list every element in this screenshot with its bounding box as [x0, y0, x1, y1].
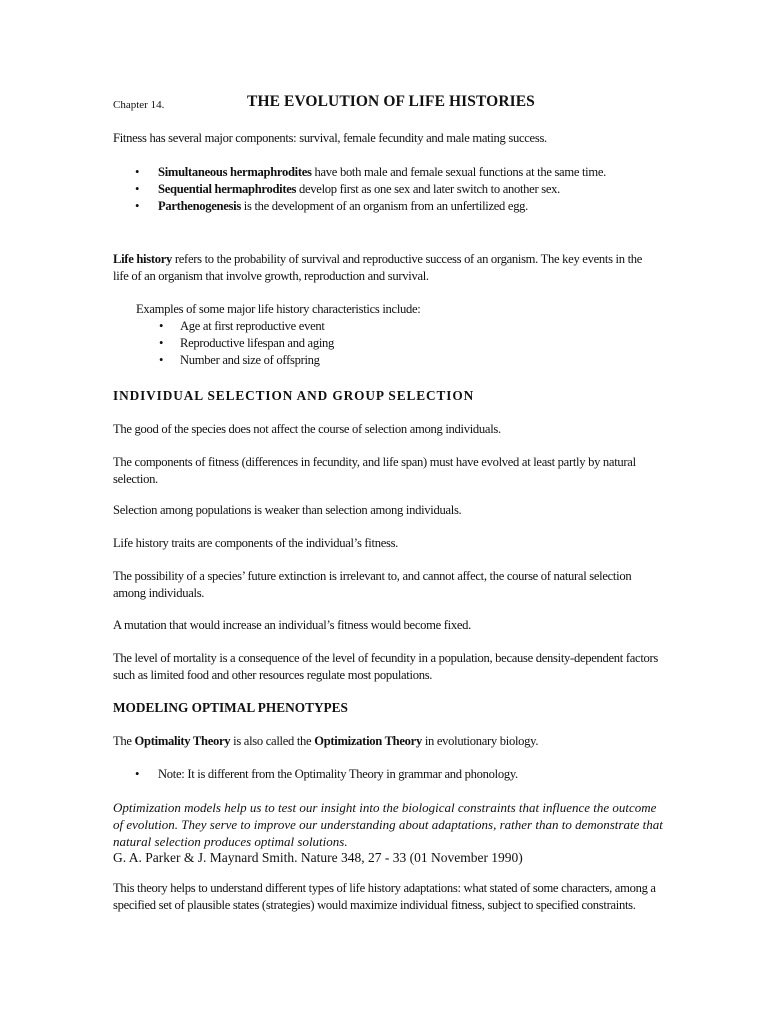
- section1-paragraph: Selection among populations is weaker than selection among individuals.: [113, 503, 462, 517]
- bullet-text: develop first as one sex and later switch to another sex.: [296, 182, 560, 196]
- bullet-icon: •: [135, 199, 140, 213]
- term-life-history: Life history: [113, 252, 173, 266]
- term-simultaneous-hermaphrodites: Simultaneous hermaphrodites: [158, 165, 312, 179]
- examples-list: [113, 318, 658, 369]
- example-item: • Age at first reproductive event: [159, 319, 325, 333]
- term-sequential-hermaphrodites: Sequential hermaphrodites: [158, 182, 297, 196]
- example-item: • Reproductive lifespan and aging: [159, 336, 335, 350]
- note-list: [113, 766, 658, 783]
- section-heading-optimal-phenotypes: MODELING OPTIMAL PHENOTYPES: [113, 700, 348, 715]
- section1-paragraph: A mutation that would increase an individual’s fitness would become fixed.: [113, 618, 471, 632]
- optimization-quote: Optimization models help us to test our insight into the biological constraints that influence the outcome of evolution. They serve to improve our understanding about adaptations, rather than to demonstrate that natural selection produces optimal solutions.: [113, 800, 663, 849]
- bullet-icon: •: [135, 767, 140, 781]
- section1-paragraph: The possibility of a species’ future extinction is irrelevant to, and cannot affect, the course of natural selection among individuals.: [113, 569, 632, 600]
- bullet-icon: •: [159, 319, 164, 333]
- document-title: THE EVOLUTION OF LIFE HISTORIES: [247, 93, 535, 110]
- bullet-text: is the development of an organism from an unfertilized egg.: [240, 199, 529, 213]
- section1-paragraph: Life history traits are components of the individual’s fitness.: [113, 536, 399, 550]
- bullet-icon: •: [159, 336, 164, 350]
- reproduction-bullet-list: [113, 164, 658, 215]
- section1-paragraph: The good of the species does not affect the course of selection among individuals.: [113, 422, 501, 436]
- example-item: • Number and size of offspring: [159, 353, 320, 367]
- term-optimality-theory: Optimality Theory: [134, 734, 231, 748]
- bullet-icon: •: [135, 182, 140, 196]
- note-item: • Note: It is different from the Optimality Theory in grammar and phonology.: [135, 767, 518, 781]
- chapter-label: Chapter 14.: [113, 99, 165, 111]
- section1-paragraph: The level of mortality is a consequence of the level of fecundity in a population, because density-dependent factors such as limited food and other resources regulate most populations.: [113, 651, 659, 682]
- bullet-sequential-hermaphrodites: [113, 181, 658, 198]
- closing-paragraph: This theory helps to understand different types of life history adaptations: what stated of some characters, among a specified set of plausible states (strategies) would maximize individual fitness, subject to specified constraints.: [113, 881, 656, 912]
- examples-intro: Examples of some major life history characteristics include:: [136, 302, 421, 316]
- intro-paragraph: Fitness has several major components: survival, female fecundity and male mating success.: [113, 131, 547, 145]
- term-parthenogenesis: Parthenogenesis: [158, 199, 241, 213]
- section1-paragraph: The components of fitness (differences in fecundity, and life span) must have evolved at least partly by natural selection.: [113, 455, 636, 486]
- life-history-text: refers to the probability of survival and reproductive success of an organism. The key events in the life of an organism that involve growth, reproduction and survival.: [113, 252, 643, 283]
- term-optimization-theory: Optimization Theory: [314, 734, 422, 748]
- bullet-icon: •: [135, 165, 140, 179]
- bullet-icon: •: [159, 353, 164, 367]
- quote-citation: G. A. Parker & J. Maynard Smith. Nature 348, 27 - 33 (01 November 1990): [113, 850, 523, 865]
- section-heading-individual-selection: INDIVIDUAL SELECTION AND GROUP SELECTION: [113, 388, 475, 403]
- bullet-simultaneous-hermaphrodites: [113, 164, 658, 181]
- bullet-parthenogenesis: [113, 198, 658, 215]
- life-history-paragraph: [113, 251, 658, 285]
- bullet-text: have both male and female sexual functions at the same time.: [311, 165, 607, 179]
- optimality-theory-paragraph: The Optimality Theory is also called the Optimization Theory in evolutionary biology.: [113, 734, 539, 748]
